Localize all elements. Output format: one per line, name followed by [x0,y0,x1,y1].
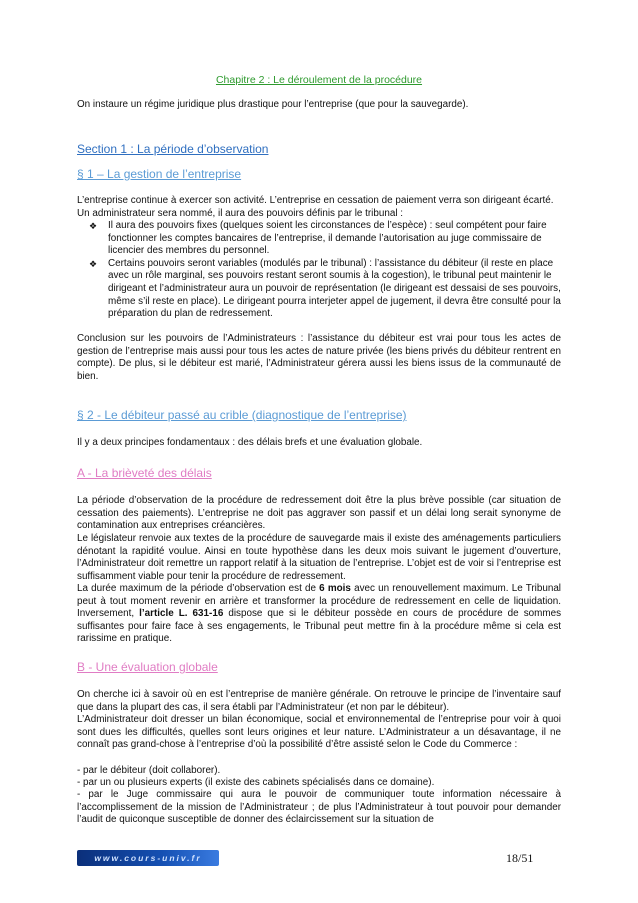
powers-list [77,220,561,321]
page-number: 18/51 [506,851,534,865]
subsection-2-paragraph: Il y a deux principes fondamentaux : des délais brefs et une évaluation globale. [77,437,423,448]
article-reference: l’article L. 631-16 [139,608,224,620]
part-a-heading: A - La brièveté des délais [77,466,212,480]
assist-item-experts: - par un ou plusieurs experts (il existe des cabinets spécialisés dans ce domaine). [77,777,435,788]
subsection-2-heading: § 2 - Le débiteur passé au crible (diagnostique de l’entreprise) [77,408,407,422]
part-a-paragraph-1: La période d’observation de la procédure de redressement doit être la plus brève possible (car situation de cessation des paiements). L’entreprise ne doit pas aggraver son passif et un délai long serait synonyme de contamination aux entreprises créancières. [77,495,561,532]
assist-item-debtor: - par le débiteur (doit collaborer). [77,765,221,776]
part-b-paragraph-1: On cherche ici à savoir où en est l’entreprise de manière générale. On retrouve le principe de l’inventaire sauf que dans la plupart des cas, il sera établi par l’Administrateur (et non par le débiteur). [77,689,561,713]
part-a-paragraph-3: La durée maximum de la période d’observation est de 6 mois avec un renouvellement maximum. Le Tribunal peut à tout moment revenir en arrière et transformer la procédure de redressement en celle de liquidation. Inversement, l’article L. 631-16 dispose que si le débiteur possède en cours de procédure de sommes suffisantes pour faire face à ses engagements, le Tribunal peut mettre fin à la procédure même si cela est rarissime en pratique. [77,583,562,645]
list-item: ❖ Il aura des pouvoirs fixes (quelques soient les circonstances de l’espèce) : seul compétent pour faire fonctionner les comptes bancaires de l’entreprise, il demande l’autorisation au juge commissaire de licencier des membres du personnel. [89,220,547,257]
intro-paragraph: On instaure un régime juridique plus drastique pour l’entreprise (que pour la sauvegarde). [77,99,469,110]
subsection-1-paragraph: L’entreprise continue à exercer son activité. L’entreprise en cessation de paiement verra son dirigeant écarté. Un administrateur sera nommé, il aura des pouvoirs définis par le tribunal : [77,195,554,219]
subsection-1-heading: § 1 – La gestion de l’entreprise [77,167,242,181]
section-1-heading: Section 1 : La période d’observation [77,142,269,156]
list-item: ❖ Certains pouvoirs seront variables (modulés par le tribunal) : l’assistance du débiteur (il reste en place avec un rôle marginal, ses pouvoirs restant seront soumis à la cogestion), le tribunal peut maintenir le dirigeant et l’administrateur aura un pouvoir de représentation (le dirigeant est dessaisi de ses pouvoirs, même s’il reste en place). Le dirigeant pourra interjeter appel de jugement, il devra être consulté pour la préparation du plan de redressement. [89,257,561,320]
part-a-paragraph-2: Le législateur renvoie aux textes de la procédure de sauvegarde mais il existe des aménagements particuliers dénotant la rapidité voulue. Ainsi en toute hypothèse dans les deux mois suivant le jugement d’ouverture, l’Administrateur doit remettre un rapport relatif à la situation de l’entreprise. L’objet est de voir si l’entreprise est suffisamment viable pour tenir la procédure de redressement. [77,533,561,582]
part-b-heading: B - Une évaluation globale [77,660,218,674]
assist-item-judge: - par le Juge commissaire qui aura le pouvoir de communiquer toute information nécessaire à l’accomplissement de la mission de l’Administrateur ; de plus l’Administrateur à tout pouvoir pour demander l’audit de quiconque susceptible de donner des éclaircissement sur la situation de [77,789,561,826]
duration-highlight: 6 mois [319,583,351,594]
site-banner-link[interactable]: www.cours-univ.fr [77,850,219,866]
part-b-paragraph-2: L’Administrateur doit dresser un bilan économique, social et environnemental de l’entreprise pour voir à quoi sont dues les difficultés, quelles sont leurs origines et leur nature. L’Administrateur a un désavantage, il ne connaît pas grand-chose à l’entreprise d’où la possibilité d’être assisté selon le Code du Commerce : [77,714,561,751]
conclusion-paragraph: Conclusion sur les pouvoirs de l’Administrateurs : l’assistance du débiteur est vrai pour tous les actes de gestion de l’entreprise mais aussi pour tous les actes de nature privée (les biens privés du débiteur rentrent en compte). De plus, si le débiteur est marié, l’Administrateur gérera aussi les biens issus de la communauté de bien. [77,333,561,382]
diamond-bullet-icon: ❖ [89,221,98,231]
diamond-bullet-icon: ❖ [89,258,98,269]
chapter-title: Chapitre 2 : Le déroulement de la procédure [215,74,423,86]
